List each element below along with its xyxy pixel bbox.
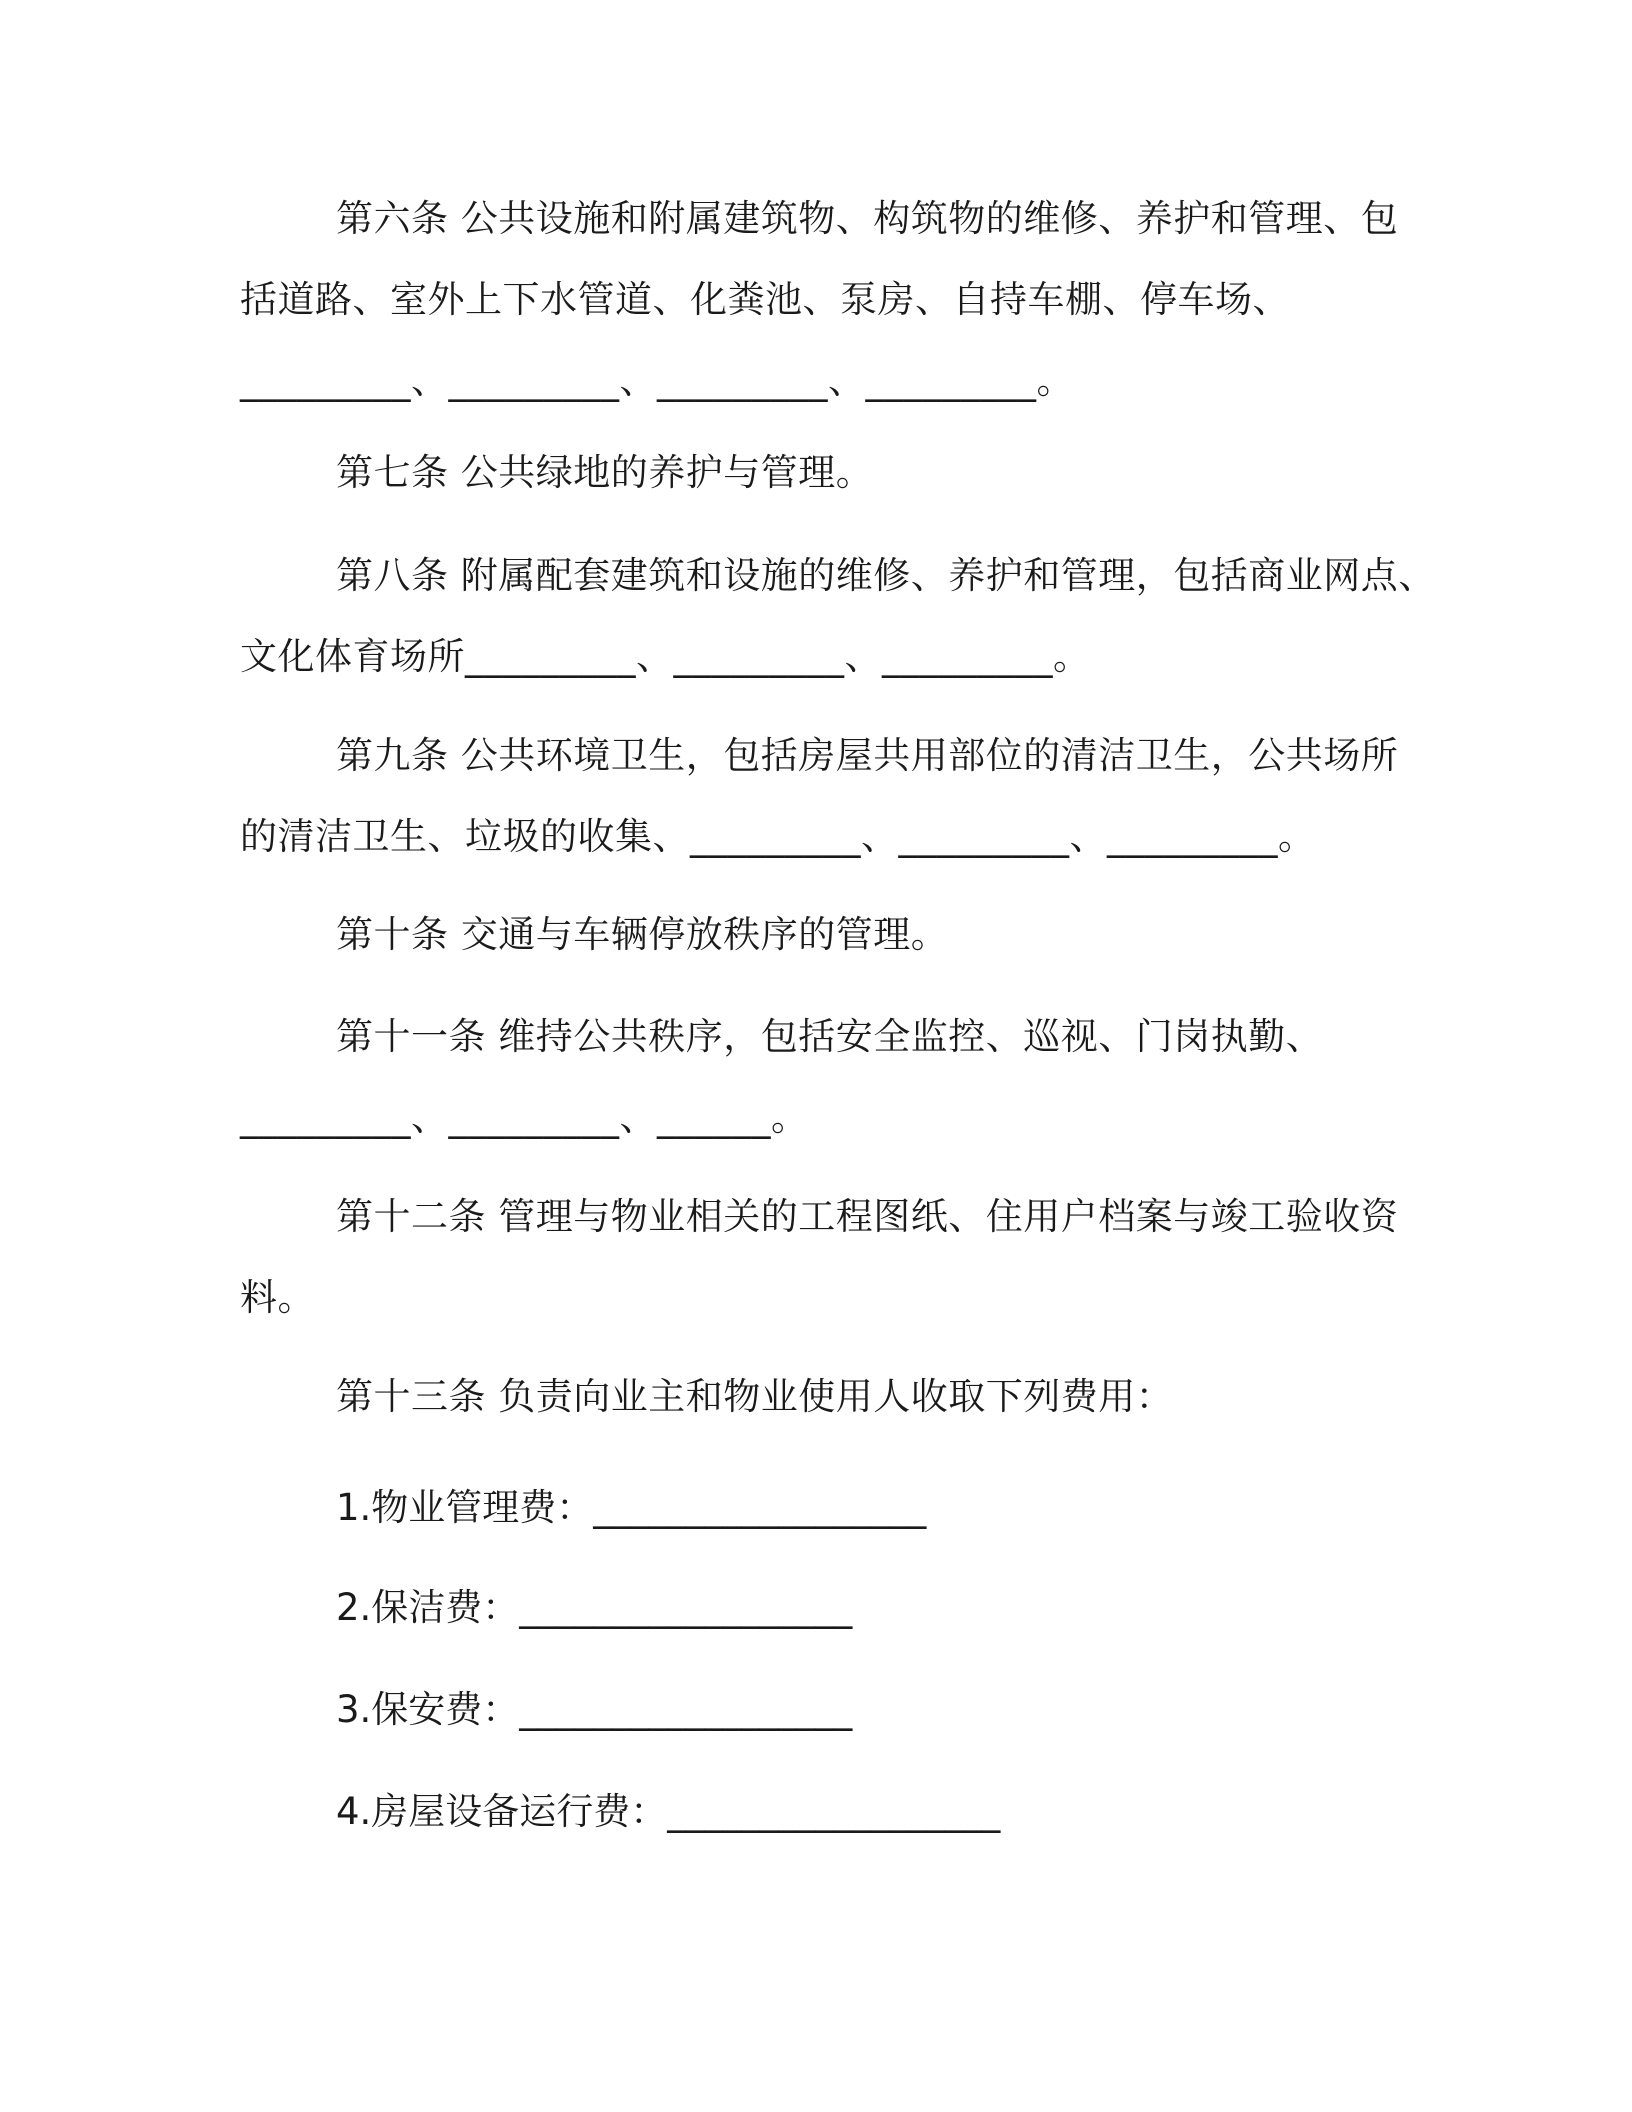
article-8-line-2: 文化体育场所_________、_________、_________。	[240, 635, 1091, 678]
article-6-line-2: 括道路、室外上下水管道、化粪池、泵房、自持车棚、停车场、	[240, 278, 1290, 321]
article-9	[240, 715, 1410, 877]
article-11-line-1: 第十一条 维持公共秩序，包括安全监控、巡视、门岗执勤、	[336, 1015, 1324, 1058]
fee-item-management: 1.物业管理费：__________________	[336, 1486, 927, 1529]
article-10-line-1: 第十条 交通与车辆停放秩序的管理。	[336, 913, 949, 956]
article-13	[240, 1356, 1410, 1437]
article-13-line-1: 第十三条 负责向业主和物业使用人收取下列费用：	[336, 1375, 1174, 1418]
fee-item-equipment: 4.房屋设备运行费：__________________	[336, 1790, 1001, 1833]
article-11-line-2: _________、_________、______。	[240, 1096, 809, 1139]
article-10	[240, 894, 1410, 975]
fee-item-security: 3.保安费：__________________	[336, 1688, 853, 1731]
article-12	[240, 1176, 1410, 1338]
article-7-line-1: 第七条 公共绿地的养护与管理。	[336, 451, 874, 494]
article-9-line-2: 的清洁卫生、垃圾的收集、_________、_________、_________。	[240, 815, 1316, 858]
article-7	[240, 432, 1410, 513]
article-11	[240, 996, 1410, 1158]
article-8	[240, 535, 1436, 697]
fee-item-cleaning: 2.保洁费：__________________	[336, 1586, 853, 1629]
article-6-line-3: _________、_________、_________、_________。	[240, 359, 1074, 402]
article-12-line-2: 料。	[240, 1276, 315, 1319]
article-6-line-1: 第六条 公共设施和附属建筑物、构筑物的维修、养护和管理、包	[336, 197, 1399, 240]
article-12-line-1: 第十二条 管理与物业相关的工程图纸、住用户档案与竣工验收资	[336, 1195, 1399, 1238]
article-9-line-1: 第九条 公共环境卫生，包括房屋共用部位的清洁卫生，公共场所	[336, 734, 1399, 777]
article-8-line-1: 第八条 附属配套建筑和设施的维修、养护和管理，包括商业网点、	[336, 554, 1436, 597]
article-6	[240, 178, 1410, 421]
